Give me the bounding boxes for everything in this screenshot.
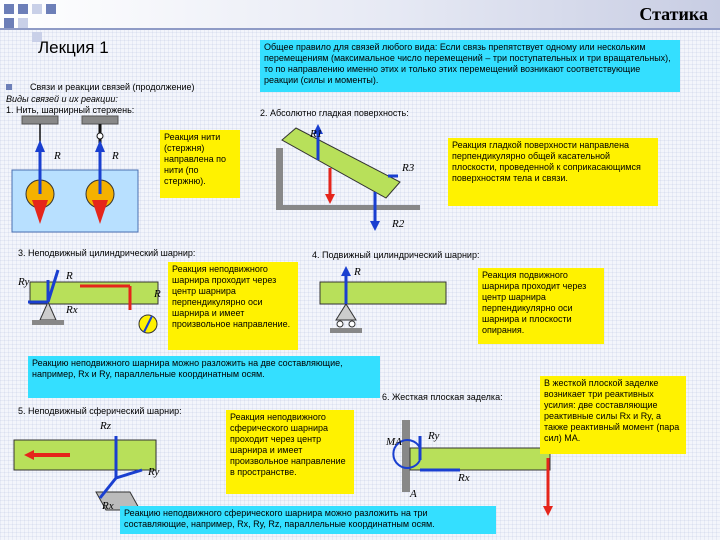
section3-heading: 3. Неподвижный цилиндрический шарнир: xyxy=(18,248,196,258)
arrow-head xyxy=(543,506,553,516)
label-r1: R1 xyxy=(310,128,323,140)
section6-heading: 6. Жесткая плоская заделка: xyxy=(382,392,503,402)
label-ry: Ry xyxy=(148,466,160,478)
wall-fixing xyxy=(402,420,410,492)
label-r2: R2 xyxy=(392,218,405,230)
label-r: R xyxy=(154,288,161,300)
rigid-fixing-note: В жесткой плоской заделке возникает три реактивных усилия: две составляющие реактивные силы Rx и Ry, а также реактивный момент (пара сил) MA. xyxy=(540,376,686,454)
thread-note: Реакция нити (стержня) направлена по нити (по стержню). xyxy=(160,130,240,198)
section2-heading: 2. Абсолютно гладкая поверхность: xyxy=(260,108,409,118)
section4-heading: 4. Подвижный цилиндрический шарнир: xyxy=(312,250,480,260)
label-r: R xyxy=(112,150,119,162)
section1-heading: 1. Нить, шарнирный стержень: xyxy=(6,105,135,115)
label-ma: MA xyxy=(386,436,402,448)
label-rx: Rx xyxy=(102,500,114,512)
spherical-hinge-note: Реакция неподвижного сферического шарнира проходит через центр шарнира и имеет произвольное направление в пространстве. xyxy=(226,410,354,494)
movable-hinge-note: Реакция подвижного шарнира проходит через центр шарнира перпендикулярно оси шарнира и плоскости опирания. xyxy=(478,268,604,344)
section5-heading: 5. Неподвижный сферический шарнир: xyxy=(18,406,182,416)
fixed-hinge-note: Реакция неподвижного шарнира проходит через центр шарнира перпендикулярно оси шарнира и имеет произвольное направление. xyxy=(168,262,298,350)
fixing-beam xyxy=(410,448,550,470)
label-rx: Rx xyxy=(66,304,78,316)
section-heading: Связи и реакции связей (продолжение) xyxy=(6,82,256,93)
label-ry: Ry xyxy=(428,430,440,442)
lecture-label: Лекция 1 xyxy=(38,38,109,57)
general-rule-box: Общее правило для связей любого вида: Если связь препятствует одному или нескольким перемещениям (максимальное число перемещений – три поступательных и три вращательных), то по направлению именно этих и только этих перемещений возникают соответствующие реакции (силы и моменты). xyxy=(260,40,680,92)
slide-title: Статика xyxy=(639,4,708,24)
label-a: A xyxy=(410,488,417,500)
label-r: R xyxy=(354,266,361,278)
kinds-heading: Виды связей и их реакции: xyxy=(6,94,118,104)
label-rz: Rz xyxy=(100,420,111,432)
label-ry: Ry xyxy=(18,276,30,288)
hinge-decompose-box: Реакцию неподвижного шарнира можно разложить на две составляющие, например, Rx и Ry, параллельные координатным осям. xyxy=(28,356,380,398)
label-r: R xyxy=(54,150,61,162)
smooth-surface-note: Реакция гладкой поверхности направлена перпендикулярно общей касательной плоскости, проведенной к соприкасающимся поверхностям тела и связи. xyxy=(448,138,658,206)
label-rx: Rx xyxy=(458,472,470,484)
spherical-decompose-box: Реакцию неподвижного сферического шарнира можно разложить на три составляющие, например, Rx, Ry, Rz, параллельные координатным осям. xyxy=(120,506,496,534)
label-r: R xyxy=(66,270,73,282)
label-r3: R3 xyxy=(402,162,415,174)
